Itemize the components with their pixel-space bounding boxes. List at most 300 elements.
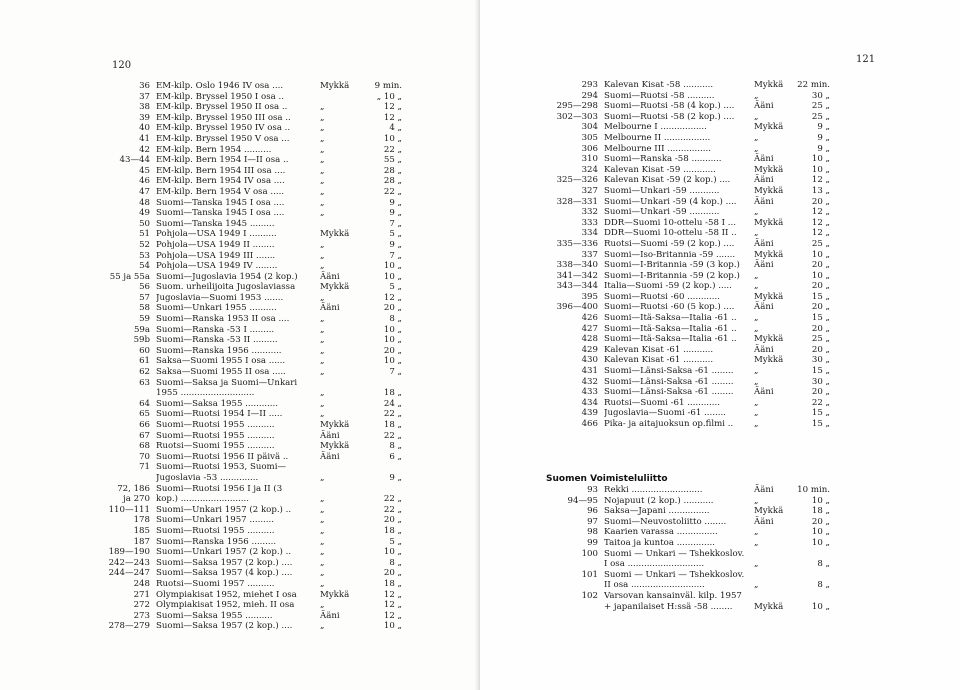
entry-tag: „ — [320, 367, 325, 378]
entry-time: 24 „ — [383, 398, 402, 409]
entry-time: 12 „ — [383, 112, 402, 123]
entry-time: 20 „ — [811, 344, 830, 355]
entry-tag: Ääni — [754, 302, 774, 313]
entry-title: Jugoslavia—Suomi -61 ........ — [604, 408, 726, 419]
list-item — [108, 81, 413, 92]
entry-num: 62 — [139, 367, 150, 378]
list-item — [108, 335, 413, 346]
entry-tag: Mykkä — [754, 185, 784, 196]
entry-tag: „ — [754, 207, 759, 218]
entry-num: 67 — [139, 430, 150, 441]
entry-time: 20 „ — [811, 323, 830, 334]
list-item — [108, 484, 413, 495]
entry-num: 65 — [139, 409, 150, 420]
entry-tag: „ — [320, 409, 325, 420]
entry-tag: Mykkä — [754, 164, 784, 175]
entry-tag: Ääni — [754, 175, 774, 186]
entry-tag: Mykkä — [754, 506, 784, 517]
entry-num: 54 — [139, 261, 150, 272]
entry-tag: „ — [320, 356, 325, 367]
entry-time: 20 „ — [811, 281, 830, 292]
entry-title: Suomi—Unkari -59 ........... — [604, 185, 720, 196]
entry-num: 60 — [139, 345, 150, 356]
entry-num: 294 — [581, 90, 598, 101]
entry-title: Suomi—Ranska -53 I ......... — [156, 324, 275, 335]
entry-time: 18 „ — [383, 388, 402, 399]
entry-title: Olympiakisat 1952, miehet I osa — [156, 589, 297, 600]
list-item — [546, 302, 830, 313]
entry-time: 28 „ — [383, 176, 402, 187]
entry-tag: „ — [320, 398, 325, 409]
list-item — [108, 240, 413, 251]
entry-num: 178 — [133, 515, 150, 526]
entry-time: 5 „ — [389, 229, 402, 240]
entry-time: 9 „ — [817, 122, 830, 133]
entry-tag: „ — [754, 527, 759, 538]
entry-num: 64 — [139, 398, 150, 409]
list-item — [108, 123, 413, 134]
entry-num: 328—331 — [556, 196, 598, 207]
list-item — [546, 228, 830, 239]
entry-title: Suomi—Ruotsi -58 (2 kop.) .... — [604, 111, 735, 122]
entry-tag: „ — [320, 324, 325, 335]
entry-title: Suomi—I-Britannia -59 (3 kop.) — [604, 260, 740, 271]
entry-tag: „ — [320, 133, 325, 144]
entry-num: 343—344 — [556, 281, 598, 292]
entry-title: Suomi—Unkari 1957 (2 kop.) .. — [156, 547, 292, 558]
entry-title: Suom. urheilijoita Jugoslaviassa — [156, 282, 296, 293]
list-item — [108, 494, 413, 505]
entry-title: EM-kilp. Bern 1954 V osa ..... — [156, 186, 285, 197]
entry-time: 9 „ — [389, 197, 402, 208]
section-heading: Suomen Voimisteluliitto — [546, 474, 668, 484]
entry-tag: „ — [320, 335, 325, 346]
entry-time: 25 „ — [811, 101, 830, 112]
entry-tag: „ — [320, 504, 325, 515]
entry-time: 25 „ — [811, 111, 830, 122]
entry-num: 327 — [581, 185, 598, 196]
entry-title: EM-kilp. Oslo 1946 IV osa .... — [156, 81, 284, 91]
list-item — [108, 611, 413, 622]
entry-title: Melbourne I ................. — [604, 122, 707, 133]
entry-time: 12 „ — [811, 175, 830, 186]
entry-title: DDR—Suomi 10-ottelu -58 I ... — [604, 217, 736, 228]
entry-num: 466 — [581, 419, 598, 429]
entry-time: 30 „ — [811, 376, 830, 387]
entry-title: Suomi—Unkari 1957 ......... — [156, 515, 274, 526]
entry-time: 10 „ — [383, 356, 402, 367]
list-item — [546, 154, 830, 165]
entry-num: 42 — [139, 144, 150, 155]
entry-num: 50 — [139, 218, 150, 229]
list-item — [546, 238, 830, 250]
entry-time: 8 „ — [817, 559, 830, 570]
entry-tag: Ääni — [320, 303, 340, 314]
entry-time: 18 „ — [811, 506, 830, 517]
entry-tag: Mykkä — [754, 355, 784, 366]
list-item — [108, 441, 413, 452]
entry-tag: „ — [754, 495, 759, 506]
entry-num: 101 — [581, 569, 598, 580]
entry-title: Suomi—Länsi-Saksa -61 ........ — [604, 387, 734, 398]
entry-title: EM-kilp. Bryssel 1950 III osa .. — [156, 112, 291, 123]
list-item — [108, 526, 413, 537]
entry-num: 39 — [139, 112, 150, 123]
entry-num: 47 — [139, 186, 150, 197]
entry-title: 1955 ........................... — [156, 388, 255, 399]
entry-tag: „ — [320, 123, 325, 134]
entry-time: 25 „ — [811, 238, 830, 249]
entry-time: 15 „ — [811, 291, 830, 302]
entry-num: 59 — [139, 314, 150, 325]
entry-time: 10 „ — [383, 133, 402, 144]
entry-tag: „ — [754, 408, 759, 419]
entry-tag: Ääni — [754, 516, 774, 527]
entry-num: 48 — [139, 197, 150, 208]
entry-time: 9 „ — [389, 472, 402, 483]
entry-title: Suomi—Ranska 1953 II osa .... — [156, 314, 290, 325]
entry-tag: „ — [754, 323, 759, 334]
entry-time: 7 „ — [389, 250, 402, 261]
entry-title: Pohjola—USA 1949 III ....... — [156, 250, 276, 261]
entry-tag: „ — [320, 250, 325, 261]
entry-tag: „ — [320, 197, 325, 208]
entry-time: 7 „ — [389, 367, 402, 378]
entry-tag: „ — [320, 568, 325, 579]
entry-time: 10 „ — [811, 495, 830, 506]
entry-title: Rekki .......................... — [604, 485, 703, 495]
entry-num: 94—95 — [567, 495, 598, 506]
entry-title: EM-kilp. Bern 1954 .......... — [156, 144, 272, 155]
entry-time: 6 „ — [389, 451, 402, 462]
entry-title: Suomi—Ranska 1956 ........... — [156, 345, 282, 356]
list-item — [108, 346, 413, 357]
entry-title: Suomi—Tanska 1945 I osa .... — [156, 208, 285, 219]
entry-title: Jugoslavia -53 .............. — [156, 472, 259, 483]
list-item — [546, 376, 830, 388]
list-item — [108, 187, 413, 198]
list-item — [546, 601, 830, 613]
entry-title: EM-kilp. Bryssel 1950 II osa .. — [156, 102, 288, 113]
entry-num: 325—326 — [556, 175, 598, 186]
entry-time: 10 „ — [811, 249, 830, 260]
list-item — [108, 367, 413, 378]
entry-tag: „ — [754, 228, 759, 239]
entry-time: 5 „ — [389, 282, 402, 293]
entry-tag: Mykkä — [320, 81, 350, 91]
right-page — [480, 0, 960, 690]
list-item — [108, 92, 413, 103]
list-item — [546, 249, 830, 261]
entry-time: 12 „ — [811, 228, 830, 239]
entry-title: I osa ............................ — [604, 559, 705, 570]
entry-title: Saksa—Japani ............... — [604, 506, 710, 517]
entry-tag: „ — [320, 515, 325, 526]
entry-time: 12 „ — [383, 600, 402, 611]
entry-time: 10 min. — [797, 485, 830, 495]
list-item — [546, 570, 821, 581]
entry-num: 71 — [139, 462, 150, 473]
entry-title: Suomi—Unkari 1957 (2 kop.) .. — [156, 504, 292, 515]
list-item — [108, 568, 413, 579]
entry-time: 8 „ — [389, 314, 402, 325]
entry-title: Saksa—Suomi 1955 II osa ..... — [156, 367, 286, 378]
list-item — [546, 419, 830, 430]
entry-title: Suomi—Ruotsi 1955 .......... — [156, 525, 275, 536]
voimisteluliitto-list — [546, 485, 830, 612]
entry-title: Suomi—Ranska -53 II ......... — [156, 335, 278, 346]
list-item — [546, 344, 830, 356]
entry-time: 25 „ — [811, 334, 830, 345]
entry-num: 36 — [139, 81, 150, 91]
entry-time: 12 „ — [383, 589, 402, 600]
entry-num: 56 — [139, 282, 150, 293]
entry-time: 20 „ — [811, 302, 830, 313]
entry-time: 15 „ — [811, 366, 830, 377]
entry-num: 341—342 — [556, 270, 598, 281]
entry-tag: „ — [320, 525, 325, 536]
list-item — [546, 559, 830, 570]
entry-title: Kalevan Kisat -61 ........... — [604, 355, 714, 366]
entry-time: 10 „ — [383, 324, 402, 335]
entry-title: Pika- ja aitajuoksun op.filmi .. — [604, 419, 734, 429]
entry-tag: Mykkä — [320, 282, 350, 293]
entry-title: Suomi—Ruotsi -60 ............ — [604, 291, 720, 302]
entry-time: 9 „ — [817, 143, 830, 154]
list-item — [546, 334, 830, 345]
entry-title: Suomi—Saksa ja Suomi—Unkari — [156, 377, 298, 388]
film-list-right — [546, 80, 830, 430]
list-item — [546, 122, 830, 133]
entry-tag: „ — [320, 472, 325, 483]
entry-num: 333 — [581, 217, 598, 228]
entry-num: 97 — [587, 516, 598, 527]
entry-time: 10 „ — [383, 547, 402, 558]
entry-title: Suomi—Ranska -58 ........... — [604, 154, 722, 165]
list-item — [108, 102, 413, 113]
entry-time: 28 „ — [383, 165, 402, 176]
list-item — [546, 217, 830, 229]
list-item — [546, 143, 830, 155]
entry-num: 55 ja 55a — [109, 271, 150, 282]
entry-time: 12 „ — [383, 102, 402, 113]
entry-num: 38 — [139, 102, 150, 113]
entry-time: 20 „ — [811, 196, 830, 207]
entry-num: 63 — [139, 377, 150, 388]
entry-title: Melbourne II ................. — [604, 132, 711, 143]
entry-title: Suomi—Ruotsi -58 (4 kop.) .... — [604, 101, 735, 112]
entry-num: 58 — [139, 303, 150, 314]
entry-title: Suomi—Ruotsi -58 .......... — [604, 90, 715, 101]
list-item — [108, 261, 413, 272]
entry-num: 334 — [581, 228, 598, 239]
entry-time: 15 „ — [811, 408, 830, 419]
list-item — [108, 558, 413, 569]
list-item — [546, 291, 830, 303]
entry-time: 9 „ — [817, 132, 830, 143]
entry-num: 434 — [581, 397, 598, 408]
entry-tag: „ — [320, 345, 325, 356]
entry-tag: „ — [754, 281, 759, 292]
entry-time: 12 „ — [383, 292, 402, 303]
entry-num: 439 — [581, 408, 598, 419]
list-item — [546, 549, 821, 560]
entry-title: Ruotsi—Suomi -59 (2 kop.) .... — [604, 238, 735, 249]
entry-title: Suomi — Unkari — Tshekkoslov. — [604, 569, 745, 580]
list-item — [108, 473, 413, 484]
list-item — [546, 111, 830, 123]
entry-time: 10 „ — [811, 537, 830, 548]
list-item — [108, 198, 413, 209]
entry-tag: „ — [320, 144, 325, 155]
list-item — [546, 485, 830, 496]
list-item — [108, 399, 413, 410]
entry-tag: Mykkä — [754, 249, 784, 260]
entry-tag: „ — [320, 261, 325, 272]
list-item — [108, 208, 413, 219]
entry-tag: „ — [320, 155, 325, 166]
entry-time: 20 „ — [811, 387, 830, 398]
entry-num: 273 — [133, 610, 150, 621]
voimisteluliitto-section — [546, 473, 830, 612]
list-item — [546, 80, 830, 91]
entry-tag: Ääni — [754, 387, 774, 398]
entry-time: 10 „ — [811, 270, 830, 281]
entry-time: 22 „ — [383, 430, 402, 441]
entry-tag: Ääni — [754, 101, 774, 112]
entry-time: 22 „ — [383, 409, 402, 420]
entry-num: 248 — [133, 578, 150, 589]
entry-title: Ruotsi—Suomi 1955 .......... — [156, 441, 275, 452]
entry-title: Kalevan Kisat -58 ........... — [604, 80, 714, 90]
entry-title: EM-kilp. Bryssel 1950 V osa ... — [156, 133, 290, 144]
entry-num: 272 — [133, 600, 150, 611]
entry-num: 335—336 — [556, 238, 598, 249]
entry-time: 22 „ — [383, 494, 402, 505]
entry-num: 304 — [581, 122, 598, 133]
entry-title: Suomi—Itä-Saksa—Italia -61 .. — [604, 323, 737, 334]
entry-num: 337 — [581, 249, 598, 260]
list-item — [546, 185, 830, 197]
list-item — [546, 323, 830, 335]
entry-time: 9 „ — [389, 208, 402, 219]
list-item — [108, 229, 413, 240]
entry-title: Kaarien varassa ............... — [604, 527, 718, 538]
entry-tag: Mykkä — [754, 291, 784, 302]
entry-tag: „ — [320, 112, 325, 123]
entry-time: 12 „ — [811, 207, 830, 218]
entry-tag: „ — [320, 186, 325, 197]
entry-title: Suomi—Jugoslavia 1954 (2 kop.) — [156, 271, 298, 282]
entry-title: Pohjola—USA 1949 IV ........ — [156, 261, 278, 272]
entry-num: 242—243 — [108, 557, 150, 568]
left-page — [0, 0, 478, 690]
entry-title: Suomi—Tanska 1945 I osa .... — [156, 197, 285, 208]
entry-tag: „ — [320, 239, 325, 250]
entry-time: 9 min. — [374, 81, 402, 91]
list-item — [546, 313, 830, 324]
list-item — [546, 164, 830, 176]
list-item — [108, 325, 413, 336]
entry-tag: „ — [320, 547, 325, 558]
entry-title: Suomi—Ruotsi 1956 II päivä .. — [156, 451, 289, 462]
list-item — [108, 462, 413, 473]
entry-tag: Mykkä — [320, 420, 350, 430]
entry-tag: „ — [320, 536, 325, 547]
entry-tag: Ääni — [754, 154, 774, 165]
list-item — [546, 90, 830, 102]
entry-tag: „ — [320, 557, 325, 568]
entry-tag: „ — [320, 292, 325, 303]
entry-title: + japanilaiset H:ssä -58 ........ — [604, 601, 733, 612]
list-item — [108, 251, 413, 262]
entry-num: 430 — [581, 355, 598, 366]
entry-tag: „ — [754, 111, 759, 122]
entry-title: Kalevan Kisat -59 ............ — [604, 164, 716, 175]
entry-title: Suomi—Itä-Saksa—Italia -61 .. — [604, 334, 737, 345]
entry-tag: Ääni — [754, 196, 774, 207]
entry-num: 98 — [587, 527, 598, 538]
entry-time: 13 „ — [811, 185, 830, 196]
list-item — [546, 527, 830, 538]
entry-tag: Ääni — [754, 260, 774, 271]
entry-num: 433 — [581, 387, 598, 398]
entry-num: 45 — [139, 165, 150, 176]
entry-title: EM-kilp. Bryssel 1950 I osa .. — [156, 91, 284, 102]
entry-num: 99 — [587, 537, 598, 548]
entry-time: 22 „ — [383, 186, 402, 197]
entry-title: Suomi—Unkari -59 ........... — [604, 207, 720, 218]
entry-title: Suomi—Ruotsi 1956 I ja II (3 — [156, 483, 283, 494]
entry-num: 185 — [133, 525, 150, 536]
entry-tag: „ — [754, 419, 759, 429]
list-item — [108, 282, 413, 293]
entry-time: 7 „ — [389, 218, 402, 229]
list-item — [546, 397, 830, 409]
entry-title: Suomi—Ruotsi -60 (5 kop.) .... — [604, 302, 735, 313]
entry-num: 428 — [581, 334, 598, 345]
entry-num: 332 — [581, 207, 598, 218]
entry-time: 30 „ — [811, 355, 830, 366]
entry-num: 429 — [581, 344, 598, 355]
entry-time: 10 „ — [383, 335, 402, 346]
entry-num: 110—111 — [108, 504, 150, 515]
entry-tag: Mykkä — [754, 334, 784, 345]
entry-tag: Mykkä — [320, 589, 350, 600]
entry-num: 244—247 — [108, 568, 150, 579]
entry-num: 395 — [581, 291, 598, 302]
entry-title: Nojapuut (2 kop.) ........... — [604, 495, 714, 506]
entry-time: 20 „ — [383, 568, 402, 579]
entry-time: 30 „ — [811, 90, 830, 101]
list-item — [108, 388, 413, 399]
list-item — [546, 495, 830, 507]
list-item — [108, 145, 413, 156]
entry-tag: „ — [320, 600, 325, 611]
entry-time: 20 „ — [383, 345, 402, 356]
list-item — [108, 452, 413, 463]
entry-num: 93 — [587, 485, 598, 495]
entry-num: 189—190 — [108, 547, 150, 558]
entry-num: 68 — [139, 441, 150, 452]
entry-title: EM-kilp. Bryssel 1950 IV osa .. — [156, 123, 291, 134]
entry-title: EM-kilp. Bern 1954 III osa .... — [156, 165, 286, 176]
list-item — [108, 579, 413, 590]
entry-title: Saksa—Suomi 1955 I osa ...... — [156, 356, 286, 367]
entry-time: 18 „ — [383, 525, 402, 536]
entry-num: 61 — [139, 356, 150, 367]
entry-title: DDR—Suomi 10-ottelu -58 II .. — [604, 228, 737, 239]
